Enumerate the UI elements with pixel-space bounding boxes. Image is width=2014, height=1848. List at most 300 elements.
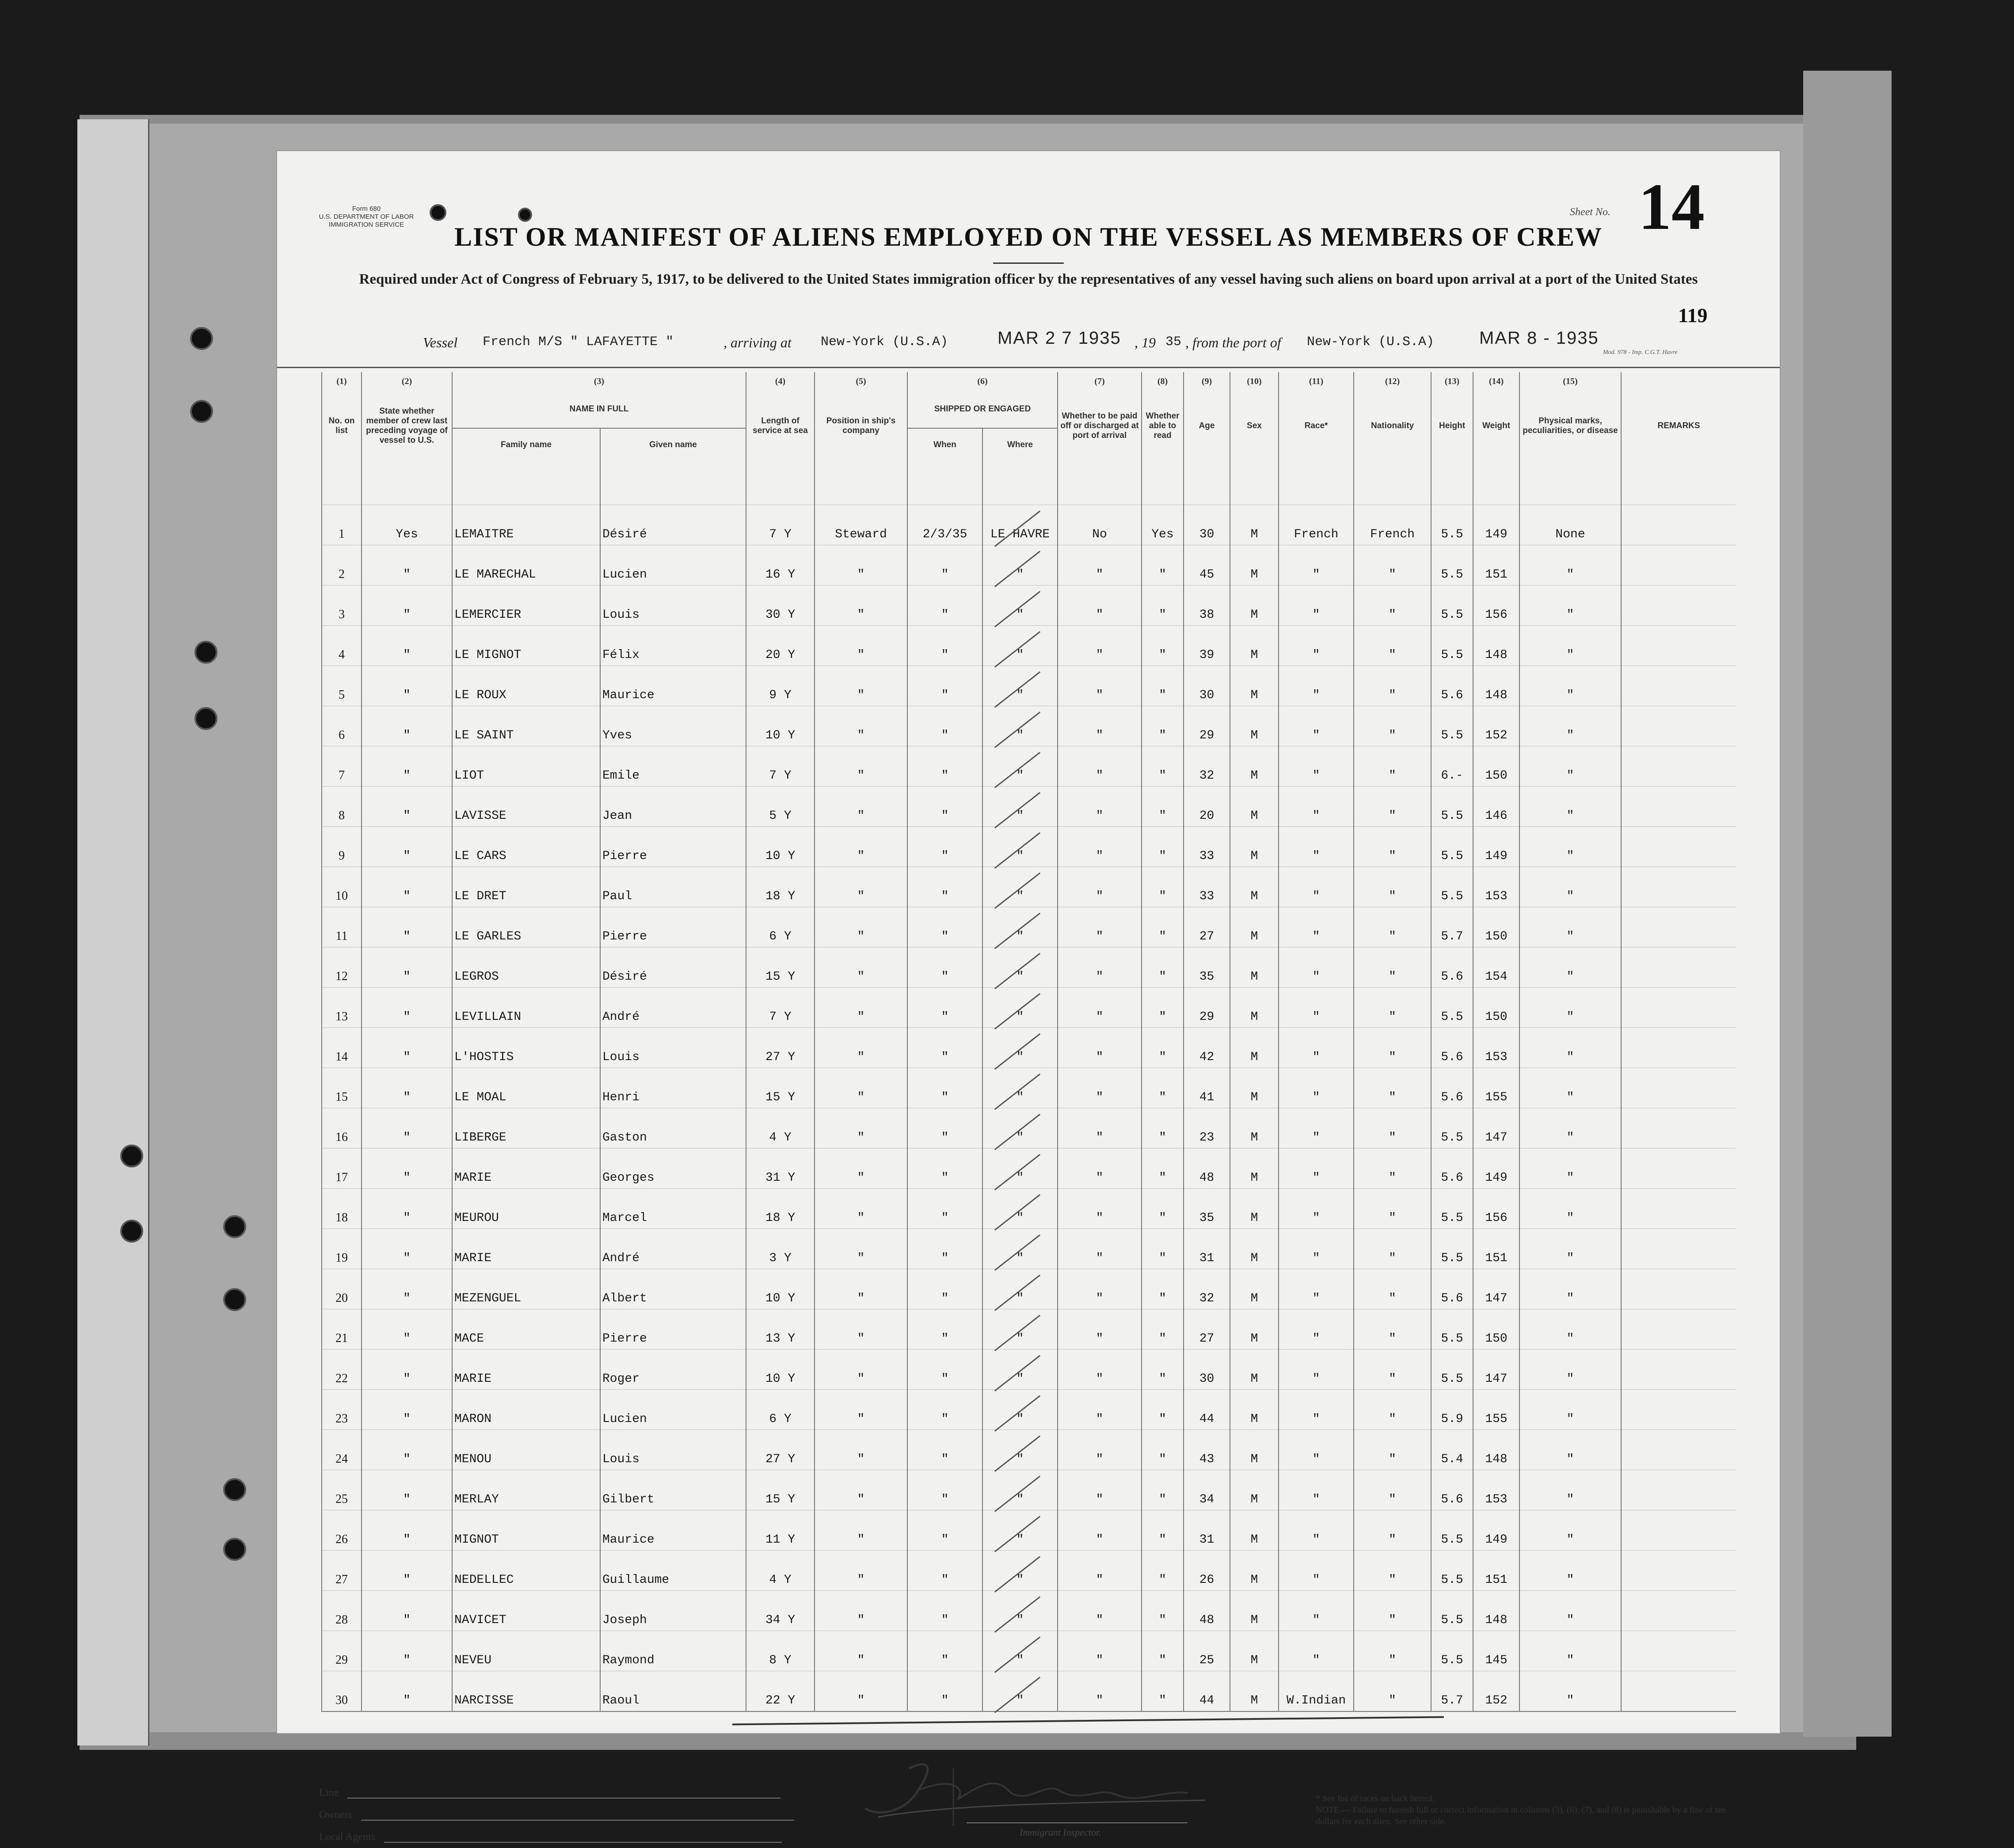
cell-position: " [815,545,907,586]
cell-weight: 147 [1473,1350,1519,1390]
cell-race: " [1279,1229,1354,1269]
cell-weight: 152 [1473,706,1519,746]
cell-family-name: MEZENGUEL [452,1269,600,1309]
cell-able-to-read: " [1142,1108,1184,1148]
cell-shipped-where: " [982,1028,1058,1068]
cell-height: 5.4 [1431,1430,1473,1470]
cell-paid-off: " [1058,1350,1142,1390]
cell-height: 5.5 [1431,505,1473,545]
cell-last-voyage: " [362,746,452,787]
cell-height: 5.5 [1431,1350,1473,1390]
cell-family-name: LE CARS [452,827,600,867]
cell-remarks [1621,706,1736,746]
header-able-to-read: Whether able to read [1142,391,1184,461]
cell-length-of-service: 20 Y [746,626,815,666]
cell-sex: M [1230,1510,1279,1551]
cell-sex: M [1230,1108,1279,1148]
cell-given-name: Paul [600,867,746,907]
cell-height: 5.5 [1431,1591,1473,1631]
cell-position: " [815,1189,907,1229]
cell-row-number: 23 [322,1390,362,1430]
cell-shipped-where: " [982,545,1058,586]
cell-sex: M [1230,1551,1279,1591]
cell-position: " [815,1551,907,1591]
cell-race: " [1279,706,1354,746]
cell-position: " [815,746,907,787]
cell-weight: 154 [1473,947,1519,988]
cell-remarks [1621,1068,1736,1108]
cell-nationality: " [1354,586,1431,626]
cell-nationality: " [1354,1269,1431,1309]
cell-race: French [1279,505,1354,545]
penalty-note: NOTE.— Failure to furnish full or correct information in columns (3), (6), (7), and (8) is punishable by a fine of ten dollars for each alien. See other side. [1316,1805,1726,1826]
cell-race: " [1279,1269,1354,1309]
cell-row-number: 20 [322,1269,362,1309]
cell-age: 43 [1184,1430,1230,1470]
cell-shipped-when: " [907,1108,982,1148]
cell-family-name: LIOT [452,746,600,787]
cell-last-voyage: " [362,1470,452,1510]
cell-race: " [1279,1108,1354,1148]
table-row [322,988,1736,1028]
cell-shipped-when: " [907,1189,982,1229]
cell-race: " [1279,907,1354,947]
cell-family-name: LE MOAL [452,1068,600,1108]
cell-paid-off: " [1058,1068,1142,1108]
cell-age: 25 [1184,1631,1230,1671]
cell-family-name: MENOU [452,1430,600,1470]
local-agents-label: Local Agents [319,1831,376,1843]
sheet-number: 14 [1638,170,1705,243]
cell-family-name: LE DRET [452,867,600,907]
cell-race: " [1279,666,1354,706]
cell-height: 5.6 [1431,947,1473,988]
cell-weight: 149 [1473,1148,1519,1189]
cell-age: 20 [1184,787,1230,827]
cell-position: " [815,1269,907,1309]
cell-given-name: Lucien [600,1390,746,1430]
cell-row-number: 27 [322,1551,362,1591]
cell-race: " [1279,1591,1354,1631]
cell-sex: M [1230,1591,1279,1631]
cell-shipped-where: " [982,1591,1058,1631]
cell-family-name: NEDELLEC [452,1551,600,1591]
cell-remarks [1621,626,1736,666]
table-row [322,1269,1736,1309]
cell-paid-off: " [1058,907,1142,947]
cell-position: " [815,1068,907,1108]
header-rule [277,367,1780,368]
cell-physical-marks: " [1519,1631,1621,1671]
cell-shipped-when: " [907,1269,982,1309]
cell-shipped-when: " [907,746,982,787]
table-row [322,1108,1736,1148]
cell-age: 45 [1184,545,1230,586]
title-divider [993,262,1064,264]
cell-able-to-read: " [1142,1148,1184,1189]
cell-nationality: " [1354,1430,1431,1470]
cell-shipped-where: " [982,1229,1058,1269]
cell-sex: M [1230,988,1279,1028]
cell-nationality: " [1354,1671,1431,1712]
year-label: , 19 [1135,335,1156,350]
cell-paid-off: " [1058,1148,1142,1189]
cell-family-name: NAVICET [452,1591,600,1631]
cell-paid-off: " [1058,586,1142,626]
cell-given-name: Désiré [600,505,746,545]
cell-race: " [1279,1470,1354,1510]
cell-row-number: 26 [322,1510,362,1551]
cell-nationality: " [1354,907,1431,947]
table-row [322,545,1736,586]
cell-able-to-read: " [1142,1671,1184,1712]
cell-able-to-read: " [1142,1350,1184,1390]
cell-sex: M [1230,746,1279,787]
cell-last-voyage: " [362,827,452,867]
cell-shipped-when: " [907,1028,982,1068]
cell-weight: 147 [1473,1108,1519,1148]
cell-able-to-read: " [1142,746,1184,787]
cell-family-name: LEMERCIER [452,586,600,626]
cell-paid-off: " [1058,988,1142,1028]
cell-nationality: " [1354,1591,1431,1631]
col-number: (9) [1184,372,1230,391]
cell-position: " [815,626,907,666]
cell-paid-off: " [1058,1551,1142,1591]
cell-given-name: Désiré [600,947,746,988]
cell-sex: M [1230,1309,1279,1350]
owners-label: Owners [319,1809,352,1821]
binder-hole-icon [223,1538,246,1561]
cell-height: 5.5 [1431,988,1473,1028]
cell-physical-marks: " [1519,1591,1621,1631]
cell-length-of-service: 4 Y [746,1551,815,1591]
cell-position: " [815,1229,907,1269]
cell-weight: 153 [1473,1470,1519,1510]
page-total: 119 [1678,304,1708,327]
header-nationality: Nationality [1354,391,1431,461]
cell-race: " [1279,988,1354,1028]
cell-row-number: 24 [322,1430,362,1470]
cell-nationality: " [1354,947,1431,988]
cell-given-name: Pierre [600,907,746,947]
cell-last-voyage: " [362,626,452,666]
cell-weight: 149 [1473,1510,1519,1551]
cell-row-number: 22 [322,1350,362,1390]
cell-physical-marks: " [1519,626,1621,666]
owners-field [361,1809,794,1821]
cell-remarks [1621,947,1736,988]
cell-weight: 156 [1473,586,1519,626]
cell-physical-marks: " [1519,1189,1621,1229]
cell-shipped-where: " [982,1390,1058,1430]
cell-race: " [1279,1551,1354,1591]
cell-height: 5.7 [1431,1671,1473,1712]
cell-shipped-where: " [982,586,1058,626]
cell-able-to-read: " [1142,1510,1184,1551]
cell-able-to-read: " [1142,1068,1184,1108]
table-row [322,626,1736,666]
cell-length-of-service: 4 Y [746,1108,815,1148]
col-number: (8) [1142,372,1184,391]
header-family-name: Family name [452,428,600,461]
cell-weight: 155 [1473,1068,1519,1108]
cell-race: " [1279,1430,1354,1470]
cell-paid-off: " [1058,706,1142,746]
manifest-sheet [276,150,1781,1843]
page-subtitle: Required under Act of Congress of February 5, 1917, to be delivered to the United States immigration officer by the representatives of any vessel having such aliens on board upon arrival at a port of the United States [359,271,1698,287]
cell-last-voyage: " [362,1269,452,1309]
col-number: (14) [1473,372,1519,391]
table-row [322,1470,1736,1510]
cell-able-to-read: " [1142,1631,1184,1671]
table-row [322,1551,1736,1591]
cell-last-voyage: " [362,1430,452,1470]
cell-able-to-read: " [1142,1470,1184,1510]
header-length-of-service: Length of service at sea [746,391,815,461]
cell-able-to-read: " [1142,1189,1184,1229]
cell-last-voyage: " [362,1671,452,1712]
cell-shipped-where: " [982,1148,1058,1189]
vessel-line [423,328,1758,361]
punch-hole-icon [430,204,446,221]
cell-row-number: 1 [322,505,362,545]
cell-shipped-when: " [907,626,982,666]
cell-sex: M [1230,1028,1279,1068]
cell-shipped-where: " [982,1430,1058,1470]
cell-nationality: " [1354,666,1431,706]
cell-nationality: " [1354,1028,1431,1068]
cell-paid-off: " [1058,626,1142,666]
cell-weight: 146 [1473,787,1519,827]
sheet-number-label: Sheet No. [1570,206,1610,218]
cell-remarks [1621,1551,1736,1591]
cell-last-voyage: Yes [362,505,452,545]
cell-nationality: " [1354,746,1431,787]
cell-family-name: NARCISSE [452,1671,600,1712]
header-race: Race* [1279,391,1354,461]
table-row [322,746,1736,787]
cell-paid-off: " [1058,545,1142,586]
cell-family-name: MARIE [452,1350,600,1390]
cell-row-number: 11 [322,907,362,947]
cell-length-of-service: 15 Y [746,947,815,988]
cell-family-name: LAVISSE [452,787,600,827]
cell-nationality: " [1354,1631,1431,1671]
cell-shipped-where: " [982,706,1058,746]
cell-age: 23 [1184,1108,1230,1148]
cell-row-number: 28 [322,1591,362,1631]
inspector-signature-line [967,1822,1188,1823]
cell-remarks [1621,1591,1736,1631]
cell-shipped-where: " [982,626,1058,666]
cell-shipped-when: " [907,1068,982,1108]
cell-shipped-where: " [982,947,1058,988]
cell-last-voyage: " [362,787,452,827]
cell-given-name: Raymond [600,1631,746,1671]
cell-given-name: Louis [600,1430,746,1470]
cell-weight: 150 [1473,746,1519,787]
cell-remarks [1621,1350,1736,1390]
cell-shipped-where: " [982,1350,1058,1390]
cell-given-name: Gaston [600,1108,746,1148]
cell-weight: 155 [1473,1390,1519,1430]
cell-last-voyage: " [362,947,452,988]
cell-race: " [1279,827,1354,867]
cell-sex: M [1230,1430,1279,1470]
cell-shipped-where: " [982,1551,1058,1591]
cell-length-of-service: 10 Y [746,1350,815,1390]
cell-last-voyage: " [362,867,452,907]
cell-age: 33 [1184,867,1230,907]
cell-nationality: " [1354,1148,1431,1189]
cell-weight: 153 [1473,1028,1519,1068]
cell-shipped-where: " [982,827,1058,867]
cell-height: 5.6 [1431,1068,1473,1108]
cell-position: " [815,787,907,827]
cell-sex: M [1230,1470,1279,1510]
from-port-label: , from the port of [1185,335,1281,350]
cell-length-of-service: 13 Y [746,1309,815,1350]
right-edge-sheet [1803,71,1892,1737]
cell-physical-marks: " [1519,1470,1621,1510]
header-height: Height [1431,391,1473,461]
cell-race: " [1279,1390,1354,1430]
cell-length-of-service: 34 Y [746,1591,815,1631]
cell-remarks [1621,867,1736,907]
header-physical-marks: Physical marks, peculiarities, or disease [1519,391,1621,461]
cell-physical-marks: " [1519,1430,1621,1470]
cell-shipped-when: " [907,947,982,988]
service: IMMIGRATION SERVICE [328,221,404,228]
line-field [347,1787,780,1799]
cell-last-voyage: " [362,1551,452,1591]
cell-remarks [1621,787,1736,827]
cell-age: 27 [1184,1309,1230,1350]
binder-hole-icon [194,641,217,664]
from-port: New-York (U.S.A) [1307,335,1435,350]
cell-position: " [815,1671,907,1712]
vessel-label: Vessel [423,335,458,350]
end-of-list-rule [732,1716,1444,1726]
cell-family-name: MERLAY [452,1470,600,1510]
cell-length-of-service: 7 Y [746,988,815,1028]
cell-position: " [815,1510,907,1551]
cell-length-of-service: 15 Y [746,1068,815,1108]
cell-age: 32 [1184,746,1230,787]
table-row [322,1309,1736,1350]
cell-shipped-where: " [982,1631,1058,1671]
cell-length-of-service: 6 Y [746,907,815,947]
table-row [322,1148,1736,1189]
cell-age: 31 [1184,1510,1230,1551]
arriving-label: , arriving at [723,335,792,350]
table-row [322,947,1736,988]
cell-row-number: 25 [322,1470,362,1510]
cell-nationality: " [1354,626,1431,666]
cell-position: " [815,666,907,706]
cell-paid-off: " [1058,1631,1142,1671]
cell-length-of-service: 10 Y [746,1269,815,1309]
cell-age: 29 [1184,706,1230,746]
cell-age: 30 [1184,1350,1230,1390]
cell-race: " [1279,1148,1354,1189]
form-number: Form 680 [352,205,381,213]
cell-sex: M [1230,1269,1279,1309]
cell-sex: M [1230,1068,1279,1108]
header-age: Age [1184,391,1230,461]
cell-weight: 150 [1473,907,1519,947]
cell-last-voyage: " [362,1229,452,1269]
binder-hole-icon [190,327,213,350]
header-sex: Sex [1230,391,1279,461]
binder-strip [77,119,149,1745]
cell-sex: M [1230,586,1279,626]
year: 35 [1165,335,1182,350]
cell-physical-marks: " [1519,666,1621,706]
binder-hole-icon [223,1478,246,1501]
cell-physical-marks: " [1519,827,1621,867]
cell-nationality: " [1354,988,1431,1028]
col-number: (10) [1230,372,1279,391]
cell-position: " [815,1108,907,1148]
cell-age: 35 [1184,947,1230,988]
cell-given-name: Joseph [600,1591,746,1631]
cell-row-number: 14 [322,1028,362,1068]
cell-shipped-where: " [982,1108,1058,1148]
cell-age: 42 [1184,1028,1230,1068]
cell-position: " [815,1430,907,1470]
cell-physical-marks: " [1519,1390,1621,1430]
cell-age: 44 [1184,1390,1230,1430]
cell-nationality: " [1354,1510,1431,1551]
cell-race: W.Indian [1279,1671,1354,1712]
cell-last-voyage: " [362,666,452,706]
cell-sex: M [1230,1631,1279,1671]
table-row [322,787,1736,827]
cell-paid-off: " [1058,1108,1142,1148]
cell-height: 5.6 [1431,1269,1473,1309]
cell-sex: M [1230,1189,1279,1229]
cell-remarks [1621,988,1736,1028]
cell-shipped-where: " [982,907,1058,947]
departure-date-stamp: MAR 8 - 1935 [1479,328,1599,348]
cell-last-voyage: " [362,1591,452,1631]
cell-paid-off: " [1058,1591,1142,1631]
cell-given-name: Guillaume [600,1551,746,1591]
cell-sex: M [1230,907,1279,947]
cell-given-name: Roger [600,1350,746,1390]
cell-length-of-service: 5 Y [746,787,815,827]
cell-row-number: 2 [322,545,362,586]
cell-weight: 153 [1473,867,1519,907]
cell-age: 30 [1184,666,1230,706]
cell-last-voyage: " [362,1148,452,1189]
cell-age: 30 [1184,505,1230,545]
cell-length-of-service: 3 Y [746,1229,815,1269]
cell-remarks [1621,907,1736,947]
header-when: When [907,428,982,461]
cell-physical-marks: " [1519,1108,1621,1148]
cell-physical-marks: " [1519,907,1621,947]
cell-last-voyage: " [362,1350,452,1390]
cell-given-name: Pierre [600,827,746,867]
binder-hole-icon [190,400,213,423]
table-row [322,1510,1736,1551]
cell-physical-marks: " [1519,545,1621,586]
cell-length-of-service: 10 Y [746,706,815,746]
cell-height: 5.5 [1431,545,1473,586]
